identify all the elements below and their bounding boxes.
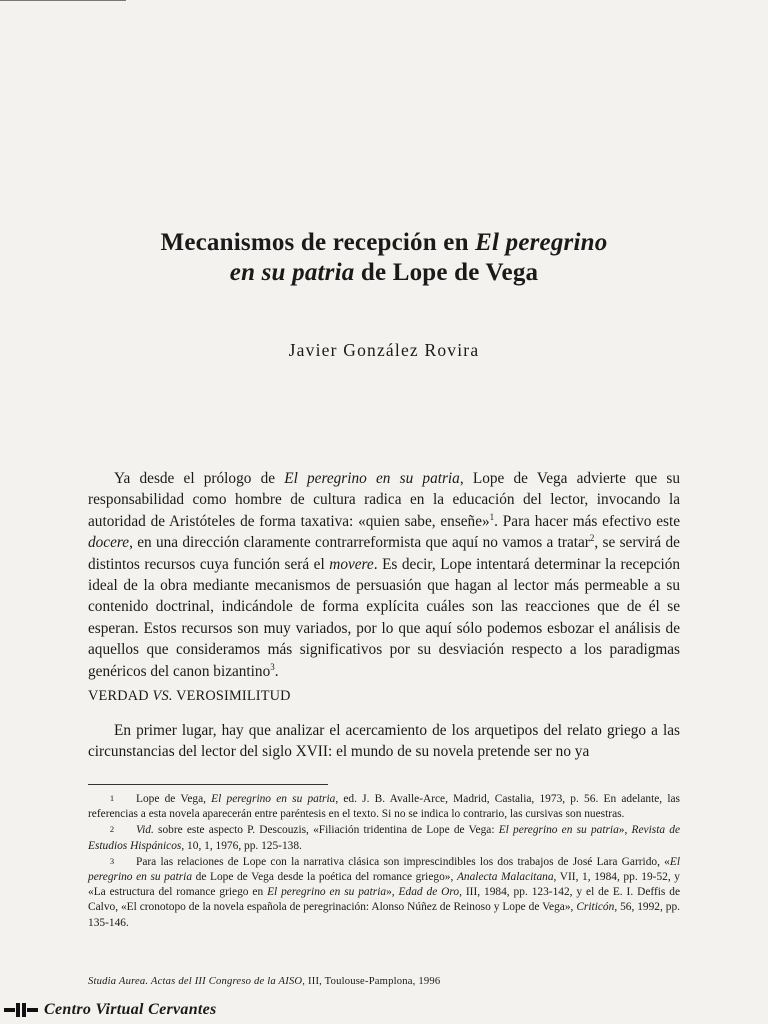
footnotes bbox=[88, 792, 680, 932]
source-citation: Studia Aurea. Actas del III Congreso de la AISO, III, Toulouse-Pamplona, 1996 bbox=[88, 976, 441, 987]
footnote-number: 3 bbox=[109, 855, 115, 866]
brand-footer[interactable] bbox=[4, 999, 217, 1021]
footnote-ref-1[interactable]: 1 bbox=[489, 511, 495, 522]
footnote-ref-3[interactable]: 3 bbox=[270, 661, 275, 672]
footnote-3: 3 Para las relaciones de Lope con la narrativa clásica son imprescindibles los dos trabajos de José Lara Garrido, «El peregrino en su patria de Lope de Vega desde la poética del romance griego», Analecta Malacitana, VII, 1, 1984, pp. 19-52, y «La estructura del romance griego en El peregrino en su patria», Edad de Oro, III, 1984, pp. 123-142, y el de E. I. Deffis de Calvo, «El cronotopo de la novela española de peregrinación: Alonso Núñez de Reinoso y Lope de Vega», Criticón, 56, 1992, pp. 135-146. bbox=[88, 855, 681, 929]
footnote-2: 2 Vid. sobre este aspecto P. Descouzis, «Filiación tridentina de Lope de Vega: El peregrino en su patria», Revista de Estudios Hispánicos, 10, 1, 1976, pp. 125-138. bbox=[88, 824, 680, 852]
title-line-2: en su patria de Lope de Vega bbox=[229, 259, 539, 286]
brand-name: Centro Virtual Cervantes bbox=[44, 1001, 217, 1018]
footnote-1: 1 Lope de Vega, El peregrino en su patria, ed. J. B. Avalle-Arce, Madrid, Castalia, 1973, p. 56. En adelante, las referencias a esta novela aparecerán entre paréntesis en el texto. Si no se indica lo contrario, las cursivas son nuestras. bbox=[88, 793, 680, 821]
body-paragraph-2: En primer lugar, hay que analizar el acercamiento de los arquetipos del relato griego a las circunstancias del lector del siglo XVII: el mundo de su novela pretende ser no ya bbox=[88, 722, 680, 761]
section-heading: VERDAD VS. VEROSIMILITUD bbox=[88, 688, 291, 704]
footnote-ref-2[interactable]: 2 bbox=[589, 533, 595, 544]
footnote-number: 1 bbox=[109, 793, 115, 803]
footnote-number: 2 bbox=[109, 824, 115, 835]
author-name: Javier González Rovira bbox=[288, 340, 480, 360]
cvc-logo-icon bbox=[4, 1002, 38, 1018]
body-paragraph-1: Ya desde el prólogo de El peregrino en su patria, Lope de Vega advierte que su responsabilidad como hombre de cultura radica en la educación del lector, invocando la autoridad de Aristóteles de forma taxativa: «quien sabe, enseñe»$^1$. Para hacer más efectivo este docere, en una dirección claramente contrarreformista que aquí no vamos a tratar$^2$, se servirá de distintos recursos cuya función será el movere. Es decir, Lope intentará determinar la recepción ideal de la obra mediante mecanismos de persuasión que hagan al lector más permeable a su contenido doctrinal, indicándole de forma explícita cuáles son las reacciones que de él se esperan. Estos recursos son muy variados, por lo que aquí sólo podemos esbozar el análisis de aquellos que consideramos más significativos por su desviación respecto a los paradigmas genéricos del canon bizantino$^3$. bbox=[88, 470, 681, 680]
title-line-1: Mecanismos de recepción en El peregrino bbox=[160, 229, 608, 256]
article-title bbox=[60, 228, 708, 288]
footnote-separator bbox=[88, 784, 328, 785]
top-rule bbox=[0, 0, 126, 1]
